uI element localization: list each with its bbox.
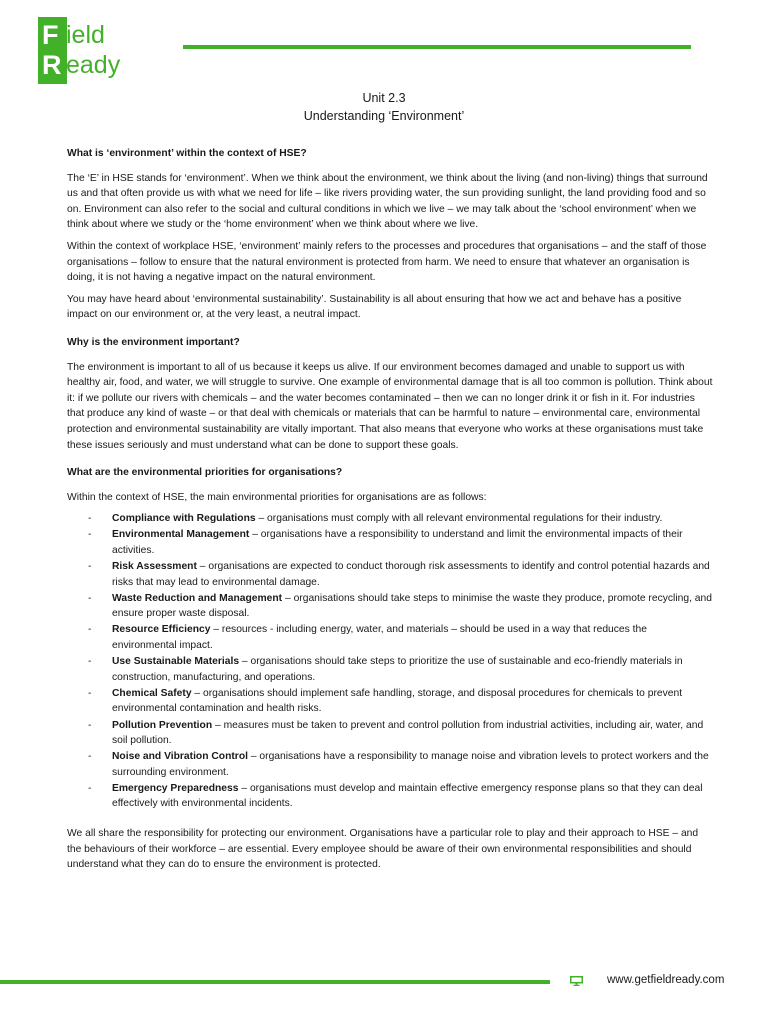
list-item	[67, 559, 713, 590]
bullet-dash: -	[88, 656, 92, 668]
bullet-dash: -	[88, 592, 92, 604]
list-item-term: Waste Reduction and Management	[112, 592, 283, 604]
bullet-dash: -	[88, 687, 92, 699]
header-divider	[183, 45, 691, 49]
list-item-text: – organisations have a responsibility to understand and limit the environmental impacts of their activities.	[112, 529, 683, 556]
list-item-term: Resource Efficiency	[112, 624, 211, 636]
list-item-term: Use Sustainable Materials	[112, 656, 240, 668]
list-item-text: – organisations should implement safe handling, storage, and disposal procedures for chemicals to prevent environmental contamination and health risks.	[112, 687, 683, 715]
list-item	[67, 686, 713, 717]
list-item	[67, 591, 713, 622]
list-item	[67, 749, 713, 780]
list-item-text: – resources - including energy, water, and materials – should be used in a way that reduces the environmental impact.	[112, 624, 647, 652]
footer-divider	[0, 980, 550, 984]
list-item	[67, 622, 713, 653]
website-link[interactable]: www.getfieldready.com	[607, 974, 725, 986]
list-item-text: – organisations are expected to conduct thorough risk assessments to identify and control potential hazards and risks that may lead to environmental damage.	[112, 561, 710, 588]
closing-paragraph: We all share the responsibility for protecting our environment. Organisations have a particular role to play and their approach to HSE – and the behaviours of their workforce – are essential. Every employee should be aware of their own environmental responsibilities and should understand what they can do to ensure the environment is protected.	[67, 828, 699, 871]
list-item-term: Pollution Prevention	[112, 719, 213, 731]
document-body	[67, 146, 713, 879]
bullet-dash: -	[88, 782, 92, 794]
list-item-text: – organisations have a responsibility to manage noise and vibration levels to protect workers and the surrounding environment.	[112, 751, 709, 778]
paragraph: Within the context of HSE, the main environmental priorities for organisations are as follows:	[67, 491, 487, 503]
bullet-dash: -	[88, 751, 92, 763]
list-item	[67, 511, 713, 527]
list-item-text: – organisations must comply with all relevant environmental regulations for their industry.	[255, 513, 663, 525]
bullet-dash: -	[88, 513, 92, 525]
list-item-term: Environmental Management	[112, 529, 250, 541]
logo-text-ready: eady	[66, 51, 121, 79]
section-heading: What are the environmental priorities for organisations?	[67, 467, 343, 479]
section-heading: What is ‘environment’ within the context of HSE?	[67, 148, 307, 159]
field-ready-logo	[38, 17, 154, 84]
bullet-dash: -	[88, 719, 92, 731]
section-heading: Why is the environment important?	[67, 336, 240, 348]
list-item	[67, 527, 713, 558]
computer-monitor-icon	[570, 976, 583, 986]
document-title	[0, 89, 768, 125]
bullet-dash: -	[88, 561, 92, 573]
list-item-text: – organisations should take steps to prioritize the use of sustainable and eco-friendly materials in construction, manufacturing, and operations.	[112, 656, 683, 683]
list-item-term: Risk Assessment	[112, 561, 197, 573]
unit-number: Unit 2.3	[362, 91, 406, 105]
paragraph: You may have heard about ‘environmental sustainability’. Sustainability is all about ensuring that how we act and behave has a positive impact on our environment or, at the very least, a neutral impact.	[67, 293, 682, 321]
list-item-text: – organisations should take steps to minimise the waste they produce, promote recycling, and ensure proper waste disposal.	[112, 592, 712, 620]
list-item-text: – organisations must develop and maintain effective emergency response plans so that they can deal effectively with environmental incidents.	[112, 782, 703, 810]
logo-initial-f: F	[42, 20, 59, 50]
bullet-dash: -	[88, 624, 92, 636]
list-item-term: Noise and Vibration Control	[112, 751, 248, 763]
list-item	[67, 654, 713, 685]
unit-subtitle: Understanding ‘Environment’	[303, 109, 465, 123]
list-item-term: Chemical Safety	[112, 687, 192, 699]
logo-text-field: ield	[66, 21, 105, 49]
logo-line-field	[42, 20, 105, 50]
bullet-dash: -	[88, 529, 92, 541]
list-item	[67, 718, 713, 749]
paragraph: Within the context of workplace HSE, ‘environment’ mainly refers to the processes and procedures that organisations – and the staff of those organisations – follow to ensure that the natural environment is protected from harm. We need to ensure that whatever an organisation is doing, it is not having a negative impact on the natural environment.	[67, 240, 707, 284]
list-item-text: – measures must be taken to prevent and control pollution from industrial activities, including air, water, and soil pollution.	[112, 719, 704, 747]
paragraph: The ‘E’ in HSE stands for ‘environment’. When we think about the environment, we think about the living (and non-living) things that surround us and that often provide us with what we need for life – like rivers providing water, the sun providing sunlight, the land providing food and so on. Environment can also refer to the social and cultural conditions in which we live – we may talk about the ‘school environment’ when we think about where we study or the ‘home environment’ when we think about where we live.	[67, 172, 708, 231]
list-item-term: Compliance with Regulations	[112, 513, 256, 525]
list-item	[67, 781, 713, 812]
priorities-list	[67, 511, 713, 812]
logo-initial-r: R	[42, 50, 62, 80]
list-item-term: Emergency Preparedness	[112, 782, 239, 794]
logo-line-ready	[42, 50, 121, 80]
paragraph: The environment is important to all of us because it keeps us alive. If our environment becomes damaged and unable to support us with healthy air, food, and water, we will struggle to survive. One example of environmental damage that is all too common is pollution. Think about it: if we pollute our rivers with chemicals – and the water becomes contaminated – then we can no longer drink it or fish in it. For industries that produce any kind of waste – or that deal with chemicals or materials that can be harmful to nature – environmental care, environmental protection and environmental sustainability are vitally important. That also means that everyone who works at these organisations must take these issues seriously and must understand what can be done to support these goals.	[67, 361, 713, 451]
